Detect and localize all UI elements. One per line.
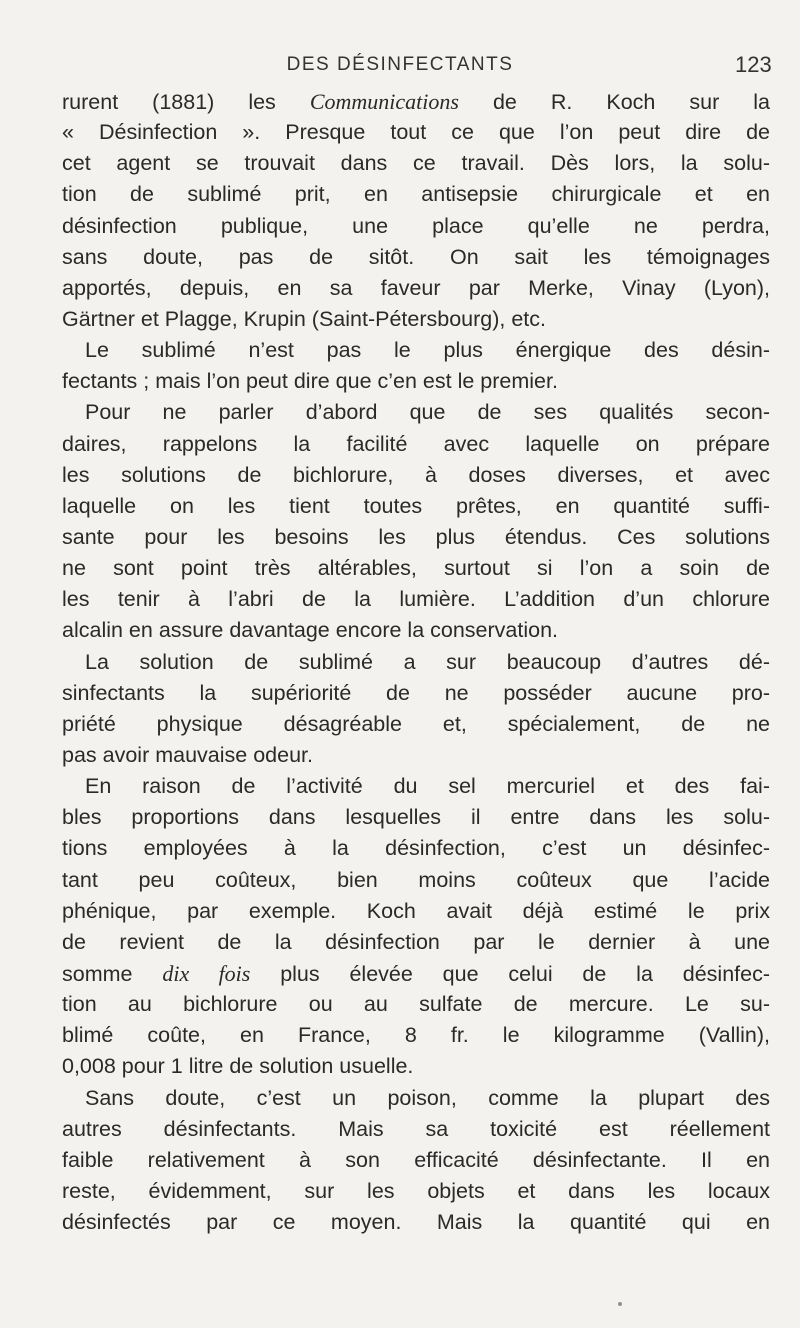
running-title: DES DÉSINFECTANTS — [286, 54, 514, 75]
text-line — [62, 117, 770, 148]
italic-text: dix fois — [162, 960, 251, 986]
text-line — [62, 460, 770, 491]
text-segment: faible relativement à son efficacité désinfectante. Il en — [62, 1147, 770, 1172]
text-line — [62, 179, 770, 210]
text-line — [62, 1176, 770, 1207]
text-line — [62, 242, 770, 273]
text-line — [62, 1114, 770, 1145]
paper-speck — [618, 1302, 622, 1306]
text-segment: « Désinfection ». Presque tout ce que l’on peut dire de — [62, 120, 770, 145]
text-line — [62, 647, 770, 678]
text-segment: désinfection publique, une place qu’elle ne perdra, — [62, 213, 770, 238]
text-line — [62, 1051, 770, 1082]
text-line — [62, 740, 770, 771]
text-line — [62, 958, 770, 989]
text-segment: rurent (1881) les — [62, 90, 310, 114]
text-line — [62, 491, 770, 522]
text-segment: La solution de sublimé a sur beaucoup d’autres dé- — [85, 649, 770, 674]
text-segment: désinfectés par ce moyen. Mais la quantité qui en — [62, 1210, 770, 1235]
text-line — [62, 304, 770, 335]
text-segment: ne sont point très altérables, surtout si l’on a soin de — [62, 556, 770, 581]
text-line — [62, 1145, 770, 1176]
text-segment: daires, rappelons la facilité avec laquelle on prépare — [62, 431, 770, 456]
text-segment: pas avoir mauvaise odeur. — [62, 742, 313, 767]
text-line — [62, 211, 770, 242]
text-line — [62, 833, 770, 864]
text-line — [62, 678, 770, 709]
text-line — [62, 522, 770, 553]
text-line — [62, 366, 770, 397]
text-line — [62, 429, 770, 460]
text-line — [62, 989, 770, 1020]
text-segment: tant peu coûteux, bien moins coûteux que l’acide — [62, 867, 770, 892]
text-segment: autres désinfectants. Mais sa toxicité est réellement — [62, 1116, 770, 1141]
body-text — [62, 86, 770, 1238]
text-line — [62, 1083, 770, 1114]
text-segment: laquelle on les tient toutes prêtes, en quantité suffi- — [62, 493, 770, 518]
text-segment: de R. Koch sur la — [458, 90, 771, 114]
text-line — [62, 335, 770, 366]
text-line — [62, 397, 770, 428]
text-segment: blimé coûte, en France, 8 fr. le kilogramme (Vallin), — [62, 1023, 770, 1048]
page-number: 123 — [735, 52, 772, 77]
text-segment: Gärtner et Plagge, Krupin (Saint-Pétersbourg), etc. — [62, 306, 546, 331]
text-segment: tion au bichlorure ou au sulfate de mercure. Le su- — [62, 992, 770, 1017]
text-segment: bles proportions dans lesquelles il entre dans les solu- — [62, 805, 770, 830]
text-line — [62, 865, 770, 896]
text-segment: priété physique désagréable et, spécialement, de ne — [62, 711, 770, 736]
text-segment: En raison de l’activité du sel mercuriel et des fai- — [85, 774, 770, 799]
text-line — [62, 1020, 770, 1051]
text-line — [62, 86, 770, 117]
running-header — [0, 52, 800, 82]
text-segment: apportés, depuis, en sa faveur par Merke, Vinay (Lyon), — [62, 275, 770, 300]
text-segment: somme — [62, 961, 163, 986]
italic-text: Communications — [309, 89, 459, 114]
text-line — [62, 896, 770, 927]
text-segment: fectants ; mais l’on peut dire que c’en est le premier. — [62, 369, 558, 394]
text-line — [62, 709, 770, 740]
text-line — [62, 584, 770, 615]
text-segment: alcalin en assure davantage encore la conservation. — [62, 618, 559, 643]
text-segment: Pour ne parler d’abord que de ses qualités secon- — [85, 400, 770, 425]
text-segment: cet agent se trouvait dans ce travail. Dès lors, la solu- — [62, 151, 770, 176]
text-line — [62, 148, 770, 179]
text-segment: Sans doute, c’est un poison, comme la plupart des — [85, 1085, 770, 1110]
text-segment: tions employées à la désinfection, c’est un désinfec- — [62, 836, 770, 861]
text-segment: tion de sublimé prit, en antisepsie chirurgicale et en — [62, 182, 770, 207]
text-line — [62, 802, 770, 833]
text-line — [62, 615, 770, 646]
text-segment: de revient de la désinfection par le dernier à une — [62, 929, 770, 954]
text-segment: plus élevée que celui de la désinfec- — [250, 961, 770, 986]
text-line — [62, 771, 770, 802]
text-segment: Le sublimé n’est pas le plus énergique des désin- — [85, 338, 770, 363]
text-segment: sinfectants la supériorité de ne posséder aucune pro- — [62, 680, 770, 705]
text-segment: les tenir à l’abri de la lumière. L’addition d’un chlorure — [62, 587, 770, 612]
text-line — [62, 927, 770, 958]
text-segment: sante pour les besoins les plus étendus. Ces solutions — [62, 524, 770, 549]
text-line — [62, 553, 770, 584]
text-segment: 0,008 pour 1 litre de solution usuelle. — [62, 1054, 414, 1079]
text-segment: les solutions de bichlorure, à doses diverses, et avec — [62, 462, 770, 487]
text-segment: phénique, par exemple. Koch avait déjà estimé le prix — [62, 898, 770, 923]
text-line — [62, 273, 770, 304]
text-segment: reste, évidemment, sur les objets et dans les locaux — [62, 1178, 770, 1203]
text-segment: sans doute, pas de sitôt. On sait les témoignages — [62, 244, 770, 269]
text-line — [62, 1207, 770, 1238]
